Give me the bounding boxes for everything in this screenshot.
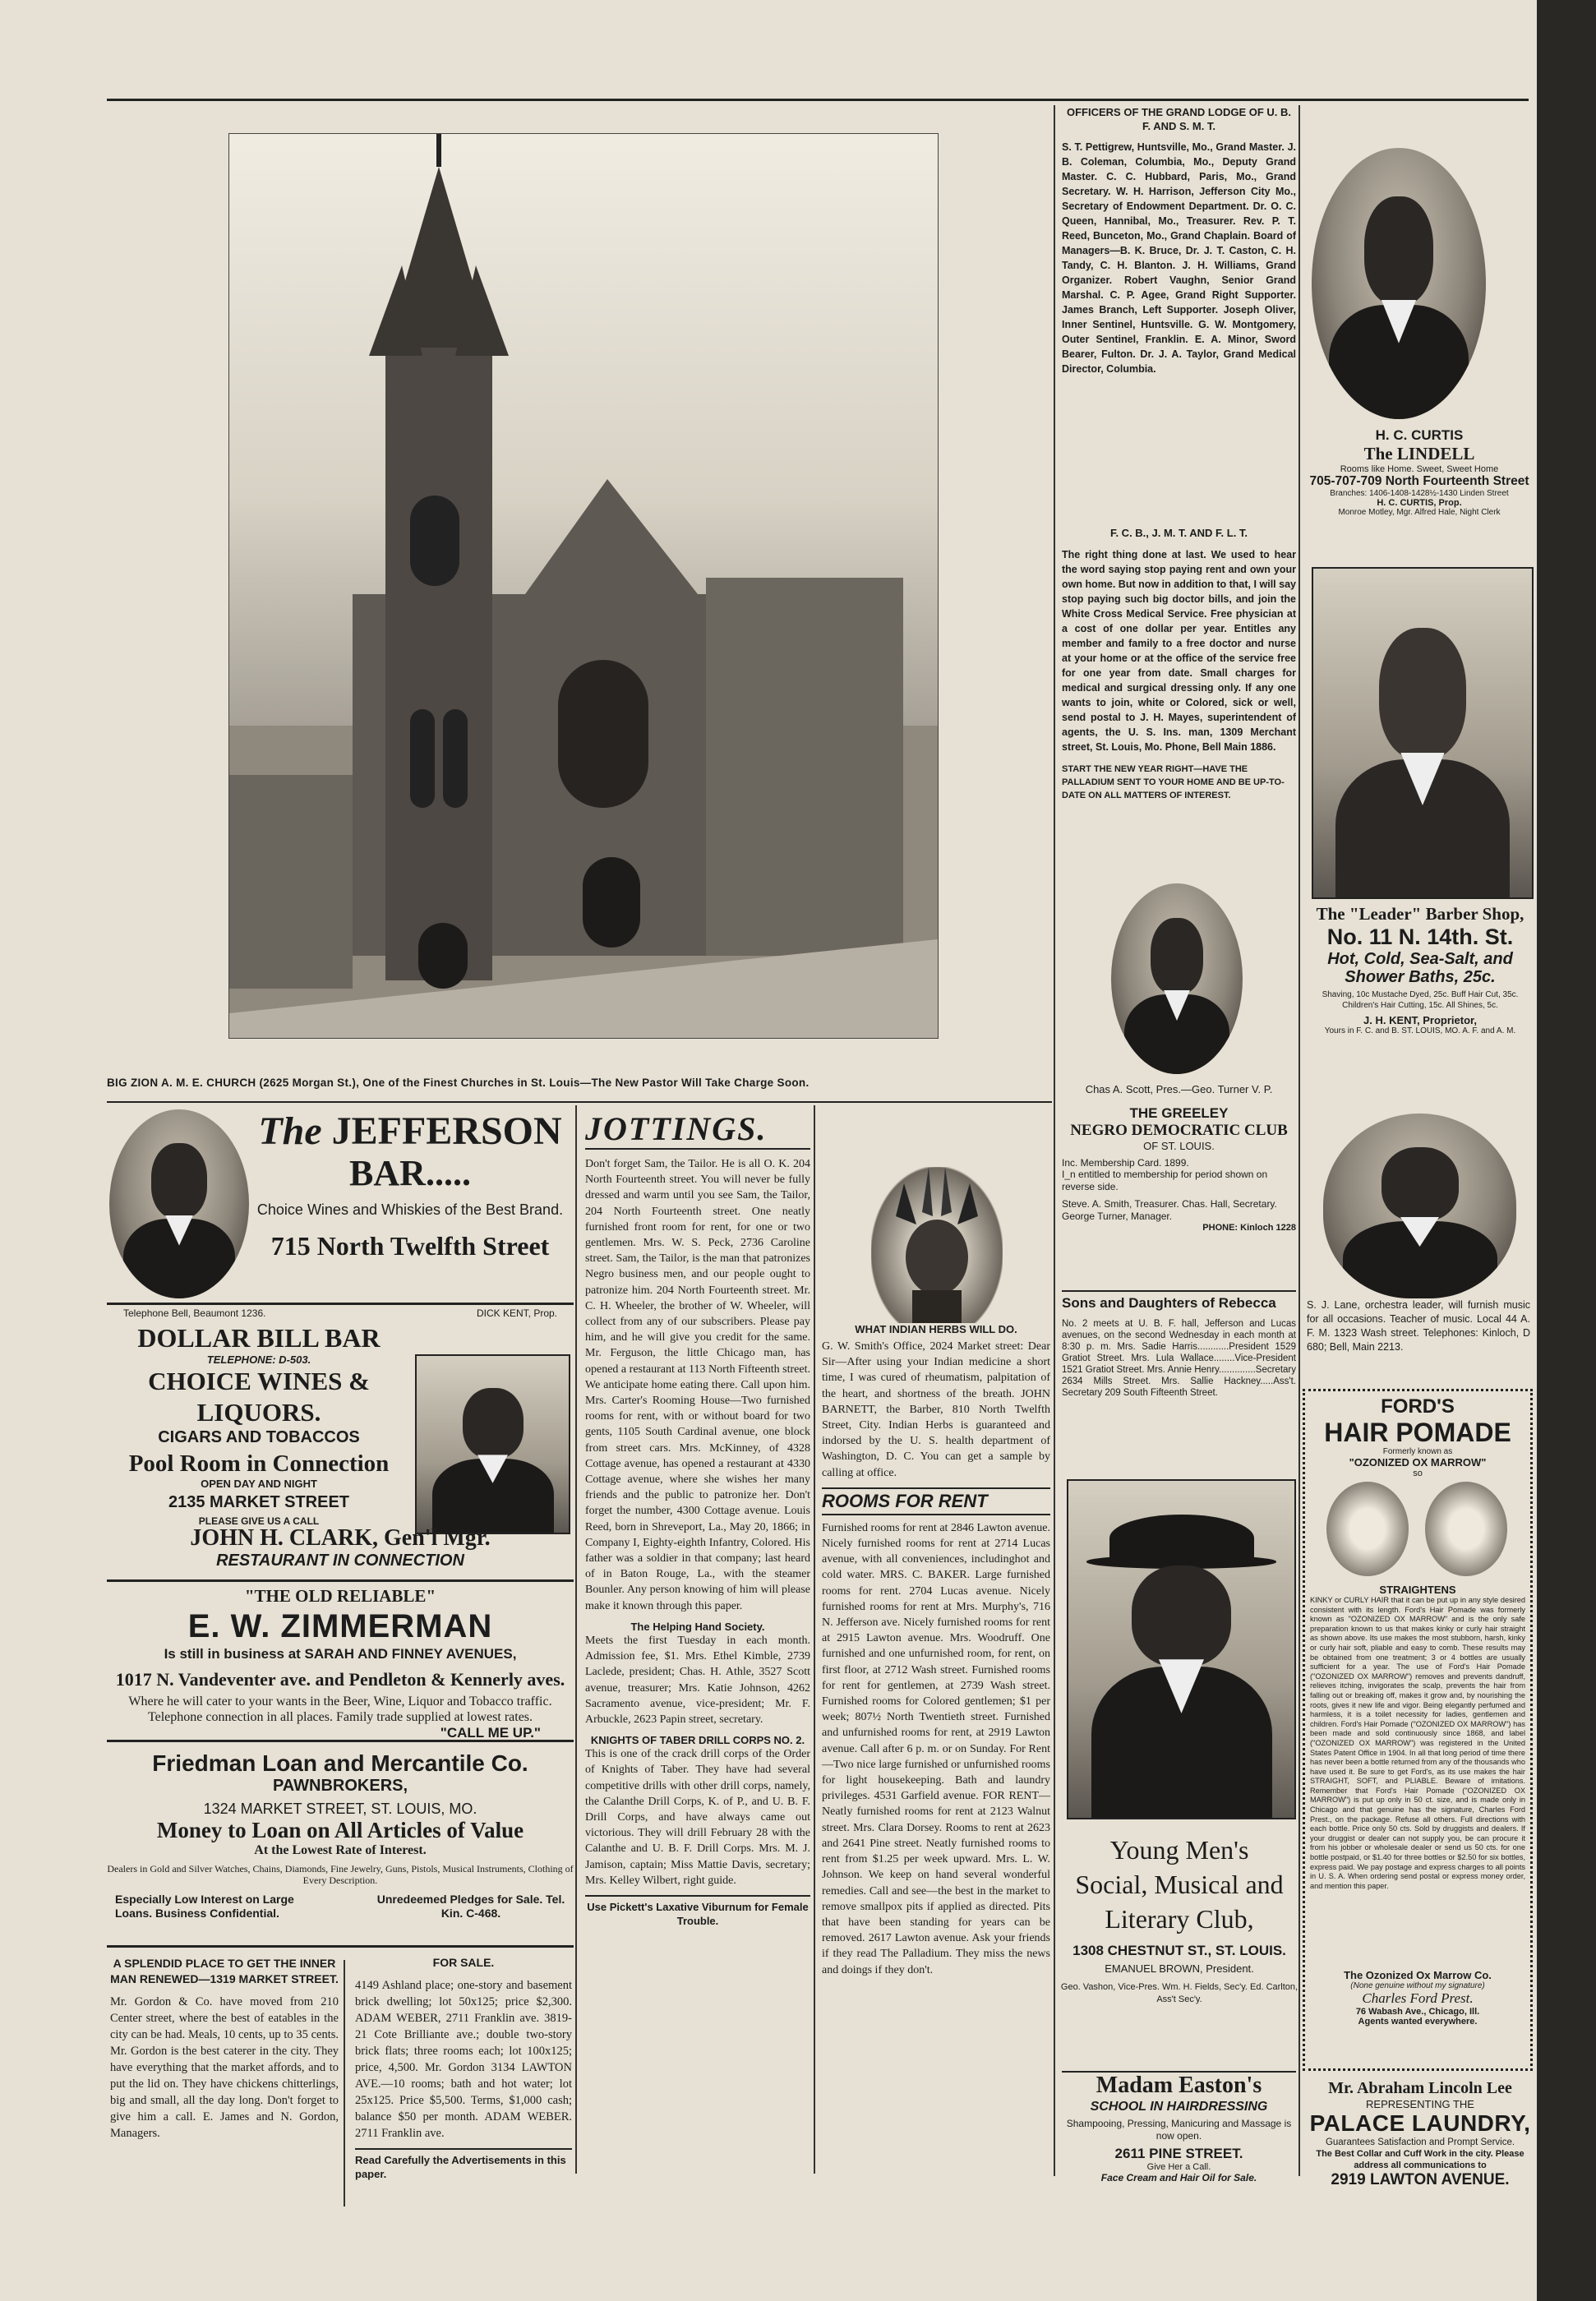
fords-address: 76 Wabash Ave., Chicago, Ill. xyxy=(1355,2007,1480,2017)
clark-portrait xyxy=(415,1354,570,1534)
dollar-name: DOLLAR BILL BAR xyxy=(137,1323,381,1353)
gordon-title: A SPLENDID PLACE TO GET THE INNER MAN RENEWED—1319 MARKET STREET. xyxy=(110,1957,339,1985)
friedman-address: 1324 MARKET STREET, ST. LOUIS, MO. xyxy=(203,1801,477,1817)
fords-body: KINKY or CURLY HAIR that it can be put up in any style desired consistent with its length. Ford's Hair Pomade was formerly known as "OZONIZED OX MARROW" and is the only safe preparation known to us that makes kinky or curly hair straight as shown above. Its use makes the most stubborn, harsh, kinky or curly hair soft, pliable and easy to comb. These results may be obtained from one treatment; 3 or 4 bottles are usually sufficient for a year. The use of Ford's Hair Pomade ("OZONIZED OX MARROW") removes and prevents dandruff, relieves itching, invigorates the scalp, prevents the hair from falling out or breaking off, makes it grow and, by nourishing the roots, gives it new life and vigor. Being elegantly perfumed and harmless, it is a toilet necessity for ladies, gentlemen and children. Ford's Hair Pomade ("OZONIZED OX MARROW") has been made and sold continuously since 1868, and label ("OZONIZED OX MARROW") was registered in the United States Patent Office in 1904. In all that long period of time there has never been a bottle returned from any of the thousands who have used it. Be sure to get Ford's, as its use makes the hair STRAIGHT, SOFT, and PLIABLE. Beware of imitations. Remember that Ford's Hair Pomade ("OZONIZED OX MARROW") is put up only in 50 ct. size, and is made only in Chicago and that genuine has the signature, Charles Ford Prest., on the package. Refuse all others. Full directions with each bottle. Price only 50 cts. Sold by druggists and dealers. If your druggist or dealer can not supply you, be can procure it from his jobber or wholesale dealer or send us 50 cts. for one bottle postpaid, or $1.40 for three bottles or $2.50 for six bottles, express paid. We pay postage and express charges to all points in U. S. A. When ordering send postal or express money order, and mention this paper. xyxy=(1310,1596,1525,1890)
young-men-officers: Geo. Vashon, Vice-Pres. Wm. H. Fields, Sec'y. Ed. Carlton, Ass't Sec'y. xyxy=(1060,1982,1298,2004)
jottings-title: JOTTINGS. xyxy=(585,1109,810,1150)
greeley-phone: PHONE: Kinloch 1228 xyxy=(1202,1223,1296,1233)
greeley-title3: OF ST. LOUIS. xyxy=(1143,1140,1215,1152)
top-rule xyxy=(107,99,1529,101)
grand-lodge-officers: S. T. Pettigrew, Huntsville, Mo., Grand Master. J. B. Coleman, Columbia, Mo., Deputy Grand Master. C. C. Hubbard, Paris, Mo., Grand Secretary. W. H. Harrison, Jefferson City Mo., Secretary of Endowment Department. Dr. O. C. Queen, Hannibal, Mo., Treasurer. Rev. P. T. Reed, Bunceton, Mo., Grand Chaplain. Board of Managers—B. K. Bruce, Dr. J. T. Caston, C. H. Tandy, C. H. Blanton. J. H. Williams, Grand Organizer. Robert Vaughn, Senior Grand Marshal. C. P. Agee, Grand Right Supporter. James Branch, Left Supporter. Joseph Oliver, Inner Sentinel, Huntsville. G. W. Montgomery, Outer Sentinel, Franklin. E. A. Minor, Sword Bearer, Fulton. Dr. J. A. Taylor, Grand Medical Director, Columbia. xyxy=(1062,141,1296,375)
dollar-mgr: JOHN H. CLARK, Gen'l Mgr. xyxy=(190,1525,491,1551)
lindell-address: 705-707-709 North Fourteenth Street xyxy=(1309,474,1529,488)
straight-head xyxy=(1425,1482,1507,1576)
column-rule-1 xyxy=(575,1105,577,2174)
fords-company: The Ozonized Ox Marrow Co. xyxy=(1344,1969,1492,1981)
lindell-mgr: Monroe Motley, Mgr. Alfred Hale, Night Clerk xyxy=(1338,508,1501,517)
fords-pomade-ad xyxy=(1303,1389,1533,2071)
gordon-section xyxy=(110,1956,339,2219)
jefferson-bar: BAR..... xyxy=(349,1153,471,1193)
new-year-notice: START THE NEW YEAR RIGHT—HAVE THE PALLADIUM SENT TO YOUR HOME AND BE UP-TO-DATE ON ALL MATTERS OF INTEREST. xyxy=(1062,764,1285,800)
dollar-address: 2135 MARKET STREET xyxy=(168,1493,350,1511)
leader-prop: J. H. KENT, Proprietor, xyxy=(1363,1014,1477,1026)
forsale-section xyxy=(355,1956,572,2219)
zimmerman-ad xyxy=(107,1586,574,1742)
leader-title: The "Leader" Barber Shop, xyxy=(1316,904,1525,924)
church-photo xyxy=(228,133,939,1039)
dollar-prop: DICK KENT, Prop. xyxy=(476,1307,557,1319)
jefferson-bar-ad xyxy=(247,1109,574,1298)
young-men-line3: Literary Club, xyxy=(1105,1904,1254,1934)
zimmerman-reliable: "THE OLD RELIABLE" xyxy=(244,1586,436,1606)
dollar-phone: TELEPHONE: D-503. xyxy=(206,1353,311,1366)
leader-yours: Yours in F. C. and B. ST. LOUIS, MO. A. F. and A. M. xyxy=(1324,1026,1516,1035)
easton-address: 2611 PINE STREET. xyxy=(1114,2146,1243,2161)
helping-title: The Helping Hand Society. xyxy=(630,1620,765,1633)
zimmerman-callme: "CALL ME UP." xyxy=(440,1725,541,1741)
kinky-head xyxy=(1326,1482,1409,1576)
jefferson-the: The xyxy=(258,1109,322,1153)
leader-baths: Hot, Cold, Sea-Salt, and Shower Baths, 25c. xyxy=(1327,950,1513,986)
fords-agents: Agents wanted everywhere. xyxy=(1358,2017,1478,2027)
column-rule-right xyxy=(1054,105,1055,2176)
young-men-photo xyxy=(1067,1479,1296,1819)
greeley-caption: Chas A. Scott, Pres.—Geo. Turner V. P. xyxy=(1085,1083,1273,1095)
dollar-pool: Pool Room in Connection xyxy=(128,1450,390,1477)
greeley-card xyxy=(1062,1105,1296,1274)
jefferson-name: JEFFERSON xyxy=(331,1109,562,1153)
herbs-caption: WHAT INDIAN HERBS WILL DO. xyxy=(855,1323,1017,1335)
friedman-pawn: PAWNBROKERS, xyxy=(272,1777,408,1795)
lane-notice: S. J. Lane, orchestra leader, will furnish music for all occasions. Teacher of music. Local 44 A. F. M. 1323 Wash street. Telephones: Kinloch, D 680; Bell, Main 2213. xyxy=(1307,1299,1530,1353)
fords-title: FORD'S xyxy=(1381,1395,1455,1418)
greeley-inc: Inc. Membership Card. 1899. xyxy=(1062,1157,1189,1169)
fords-signature: Charles Ford Prest. xyxy=(1362,1990,1474,2006)
greeley-title2: NEGRO DEMOCRATIC CLUB xyxy=(1070,1122,1288,1139)
taber-body: This is one of the crack drill corps of the Order of Knights of Taber. They have had several competitive drills with other drill corps, namely, the Calanthe Drill Corps, K. of P., and U. B. F. Drill Corps, and have always came out victorious. They will drill February 28 with the Calanthe and U. B. F. Drill Corps. Mrs. M. J. Jamison, captain; Miss Mattie Davis, secretary; Mrs. Kelley Wilbert, right guide. xyxy=(585,1748,810,1887)
lindell-prop: H. C. CURTIS, Prop. xyxy=(1377,498,1462,508)
fords-subtitle: HAIR POMADE xyxy=(1324,1418,1511,1447)
gordon-rule xyxy=(344,1960,345,2206)
dollar-wines: CHOICE WINES & LIQUORS. xyxy=(148,1367,370,1427)
easton-school: SCHOOL IN HAIRDRESSING xyxy=(1090,2100,1268,2114)
lane-portrait xyxy=(1323,1114,1516,1298)
column-rule-3 xyxy=(1298,105,1300,2176)
rebecca-section xyxy=(1062,1290,1296,1463)
fcb-body: The right thing done at last. We used to hear the word saying stop paying rent and own your own home. But now in addition to that, I will say stop paying such big doctor bills, and join the White Cross Medical Service. Free physician at a cost of one dollar per year. Entitles any member and family to a free doctor and nurse at your home or at the office of the service free for one year from date. Small charges for medical and surgical dressing only. If any one wants to join, white or Colored, sick or well, send postal to J. H. Mayes, superintendent of agents, the U. S. Ins. man, 1309 Merchant street, St. Louis, Mo. Phone, Bell Main 1886. xyxy=(1062,549,1296,753)
greeley-title1: THE GREELEY xyxy=(1129,1105,1229,1121)
jefferson-wines: Choice Wines and Whiskies of the Best Brand. xyxy=(256,1201,564,1218)
friedman-right: Unredeemed Pledges for Sale. Tel. Kin. C-468. xyxy=(376,1893,565,1920)
dollar-tel: Telephone Bell, Beaumont 1236. xyxy=(123,1307,266,1319)
easton-ad xyxy=(1062,2071,1296,2211)
zimmerman-still: Is still in business at SARAH AND FINNEY AVENUES, xyxy=(164,1646,517,1662)
palace-line1: Mr. Abraham Lincoln Lee xyxy=(1328,2079,1512,2097)
greeley-officers: Steve. A. Smith, Treasurer. Chas. Hall, Secretary. George Turner, Manager. xyxy=(1062,1198,1277,1222)
palace-line2: REPRESENTING THE xyxy=(1366,2098,1474,2110)
grand-lodge-title: OFFICERS OF THE GRAND LODGE OF U. B. F. AND S. M. T. xyxy=(1067,106,1291,132)
easton-services: Shampooing, Pressing, Manicuring and Massage is now open. xyxy=(1066,2118,1292,2142)
herbs-body: G. W. Smith's Office, 2024 Market street: Dear Sir—After using your Indian medicine a short time, I was cured of rheumatism, palpitation of the heart, and shortness of the breath. JOHN BARNETT, the Barber, 810 North Twelfth Street, City. Indian Herbs is guaranteed and indorsed by the U. S. health department of Washington, D. C. You can get a sample by calling at office. xyxy=(822,1340,1050,1479)
herbs-rooms-column xyxy=(822,1109,1050,2211)
easton-title: Madam Easton's xyxy=(1096,2073,1262,2098)
dollar-please: PLEASE GIVE US A CALL xyxy=(198,1515,320,1527)
forsale-title: FOR SALE. xyxy=(432,1956,495,1969)
taber-title: KNIGHTS OF TABER DRILL CORPS NO. 2. xyxy=(590,1734,805,1747)
palace-laundry-ad xyxy=(1305,2079,1535,2215)
rooms-body: Furnished rooms for rent at 2846 Lawton avenue. Nicely furnished rooms for rent at 2714 Lucas avenue, with all conveniences, includinghot and cold water. MRS. C. BAKER. Large furnished rooms for rent. 2704 Lucas avenue. Nicely furnished rooms for rent at Mrs. Murphy's, 716 N. Jefferson ave. Nicely furnished rooms for rent at 2915 Lawton avenue. Mrs. Woodruff. One furnished and one unfurnished room, for rent, on first floor, at 2712 Wash street. Furnished rooms for rent for gentlemen, at 2739 Wash street. Furnished rooms for Colored gentlemen; $1 per week; 807½ North Twentieth street. Furnished and unfurnished rooms for rent, at 2919 Lawton avenue. Call after 6 p. m. or on Sunday. For Rent—Two nice large furnished or unfurnished rooms for light housekeeping. Bath and laundry privileges. 4531 Garfield avenue. FOR RENT—Neatly furnished rooms for rent at 2123 Walnut street. Mrs. Clara Dorsey. Rooms to rent at 2623 and 2641 Pine street. Neatly furnished rooms to rent from $1.25 per week upward. Mrs. L. W. Johnson. We keep on hand several wonderful remedies. Call and see—the best in the market to remove smallpox pits if applied as directed. Pits that have been standing for years can be removed. 2617 Lawton avenue. Ask your friends if they read The Palladium. They miss the news and doings if they don't. xyxy=(822,1521,1050,1976)
friedman-rate: At the Lowest Rate of Interest. xyxy=(254,1843,427,1857)
mid-rule xyxy=(107,1101,1052,1103)
church-illustration xyxy=(229,134,938,1038)
jefferson-portrait xyxy=(109,1109,249,1298)
fords-so: so xyxy=(1413,1469,1423,1478)
dollar-open: OPEN DAY AND NIGHT xyxy=(201,1478,317,1490)
friedman-left: Especially Low Interest on Large Loans. Business Confidential. xyxy=(115,1893,294,1920)
church-caption: BIG ZION A. M. E. CHURCH (2625 Morgan St.), One of the Finest Churches in St. Louis—The New Pastor Will Take Charge Soon. xyxy=(107,1077,810,1089)
zimmerman-body: Where he will cater to your wants in the Beer, Wine, Liquor and Tobacco traffic. Telephone connection in all places. Family trade supplied at lowest rates. xyxy=(128,1695,552,1724)
easton-bottom: Face Cream and Hair Oil for Sale. xyxy=(1100,2172,1257,2183)
kent-portrait xyxy=(1312,567,1534,899)
helping-body: Meets the first Tuesday in each month. Admission fee, $1. Mrs. Ethel Kimble, 2739 Laclede, president; Chas. H. Athle, 3527 Scott avenue, treasurer; Mrs. Katie Johnson, 4262 Sacramento avenue, vice-president; Mr. F. Arbuckle, 2623 Papin street, secretary. xyxy=(585,1634,810,1726)
rebecca-body: No. 2 meets at U. B. F. hall, Jefferson and Lucas avenues, on the second Wednesday in each month at 8:30 p. m. Mrs. Sadie Harris............President 1529 Gratiot Street. Mrs. Lula Wallace........Vice-President 1521 Gratiot Street. Mrs. Annie Henry..............Secretary 2634 Mills Street. Mrs. Sallie Hackney.....Ass't. Secretary 209 South Fifteenth Street. xyxy=(1062,1319,1296,1398)
dollar-bill-ad xyxy=(107,1303,574,1582)
fcb-section xyxy=(1062,526,1296,863)
palace-line5: The Best Collar and Cuff Work in the city. Please address all communications to xyxy=(1316,2149,1525,2170)
fords-heads xyxy=(1310,1482,1525,1580)
lindell-title: The LINDELL xyxy=(1363,444,1475,463)
greeley-text: I_n entitled to membership for period shown on reverse side. xyxy=(1062,1169,1268,1192)
curtis-portrait xyxy=(1312,148,1486,419)
lindell-ad xyxy=(1305,427,1534,559)
forsale-read: Read Carefully the Advertisements in this paper. xyxy=(355,2148,572,2181)
fords-formerly: Formerly known as xyxy=(1382,1447,1453,1456)
fords-straightens: STRAIGHTENS xyxy=(1379,1584,1456,1596)
young-men-line2: Social, Musical and xyxy=(1075,1870,1284,1899)
jottings-column xyxy=(585,1109,810,2211)
young-men-address: 1308 CHESTNUT ST., ST. LOUIS. xyxy=(1072,1943,1286,1958)
page-edge xyxy=(1537,0,1596,2301)
lindell-owner: H. C. CURTIS xyxy=(1375,427,1464,443)
palace-line3: PALACE LAUNDRY, xyxy=(1309,2110,1531,2136)
young-men-line1: Young Men's xyxy=(1109,1835,1249,1865)
friedman-dealers: Dealers in Gold and Silver Watches, Chains, Diamonds, Fine Jewelry, Guns, Pistols, Musical Instruments, Clothing of Every Description. xyxy=(107,1863,574,1886)
scott-portrait xyxy=(1111,883,1243,1074)
grand-lodge-section xyxy=(1062,105,1296,516)
young-men-ad xyxy=(1060,1833,1298,2071)
lindell-tagline: Rooms like Home. Sweet, Sweet Home xyxy=(1340,464,1499,474)
rebecca-title: Sons and Daughters of Rebecca xyxy=(1062,1290,1296,1312)
palace-line6: 2919 LAWTON AVENUE. xyxy=(1331,2171,1510,2188)
friedman-name: Friedman Loan and Mercantile Co. xyxy=(152,1750,528,1776)
lindell-branches: Branches: 1406-1408-1428½-1430 Linden Street xyxy=(1330,489,1509,498)
fords-ox: "OZONIZED OX MARROW" xyxy=(1349,1456,1487,1469)
fcb-title: F. C. B., J. M. T. AND F. L. T. xyxy=(1109,527,1248,539)
leader-prices: Shaving, 10c Mustache Dyed, 25c. Buff Hair Cut, 35c. Children's Hair Cutting, 15c. All Shines, 5c. xyxy=(1322,990,1519,1010)
palace-line4: Guarantees Satisfaction and Prompt Service. xyxy=(1325,2137,1515,2147)
zimmerman-name: E. W. ZIMMERMAN xyxy=(187,1608,493,1644)
column-rule-2 xyxy=(814,1105,815,2174)
pickett-ad: Use Pickett's Laxative Viburnum for Female Trouble. xyxy=(585,1895,810,1928)
young-men-pres: EMANUEL BROWN, President. xyxy=(1105,1962,1254,1975)
jottings-body: Don't forget Sam, the Tailor. He is all O. K. 204 North Fourteenth street. You will never be fully dressed and warm until you see Sam, the Tailor, 204 North Fourteenth street. One neatly furnished front room for rent, for one or two gentlemen. Mrs. W. S. Peck, 2736 Caroline street. Sam, the Tailor, is the man that patronizes Negro business men, and our people ought to patronize him. 204 North Fourteenth street. Mr. C. H. Wheeler, the brother of W. Wheeler, will collect from any of our subscribers. Please pay him, and he will give you credit for the same. Mr. Ferguson, the little Chicago man, has opened a restaurant at 113 North Fifteenth street. We anticipate home eating there. Call upon him. Mrs. Carter's Rooming House—Two furnished rooms for rent, with or without board for two gents, 1105 South Cardinal avenue, one block from street cars. Mrs. McKinney, of 4328 Cottage avenue, has opened a restaurant at 4330 Cottage avenue, where she wishes her many friends and the public to patronize her. Don't forget the number, 4300 Cottage avenue. Louis Reed, born in Shreveport, La., May 20, 1866; in Company I, Eighty-eighth Infantry, Colored. His father was a soldier in that company; last heard of in Baton Rouge, La., with the steamer Bounler. Any person knowing of him will please make it known through this paper. xyxy=(585,1158,810,1612)
friedman-ad xyxy=(107,1750,574,1948)
gordon-body: Mr. Gordon & Co. have moved from 210 Center street, where the best of eatables in the city can be had. Meals, 10 cents, up to 35 cents. Mr. Gordon is the best caterer in the city. They have everything that the market affords, and to put the lid on. They have chickens chitterlings, big and small, all the day long. Don't forget to give him a call. E. James and N. Gordon, Managers. xyxy=(110,1995,339,2140)
easton-give: Give Her a Call. xyxy=(1146,2162,1211,2172)
friedman-money: Money to Loan on All Articles of Value xyxy=(156,1818,524,1842)
leader-barber-ad xyxy=(1305,904,1535,1077)
zimmerman-address: 1017 N. Vandeventer ave. and Pendleton & Kennerly aves. xyxy=(115,1669,565,1690)
fords-none: (None genuine without my signature) xyxy=(1350,1981,1485,1990)
dollar-cigars: CIGARS AND TOBACCOS xyxy=(158,1428,360,1446)
leader-address: No. 11 N. 14th. St. xyxy=(1326,925,1514,949)
jefferson-address: 715 North Twelfth Street xyxy=(270,1231,550,1261)
rooms-title: ROOMS FOR RENT xyxy=(822,1487,1050,1515)
forsale-body: 4149 Ashland place; one-story and basement brick dwelling; lot 50x125; price $2,300. ADAM WEBER, 2711 Franklin ave. 3819-21 Cote Brilliante ave.; double two-story brick flats; three rooms each; lot 100x125; price, 4,500. Mr. Gordon 3134 LAWTON AVE.—10 rooms; bath and hot water; lot 25x125. Price $5,500. Terms, $1,000 cash; balance $50 per month. ADAM WEBER. 2711 Franklin ave. xyxy=(355,1979,572,2140)
dollar-restaurant: RESTAURANT IN CONNECTION xyxy=(216,1552,464,1570)
